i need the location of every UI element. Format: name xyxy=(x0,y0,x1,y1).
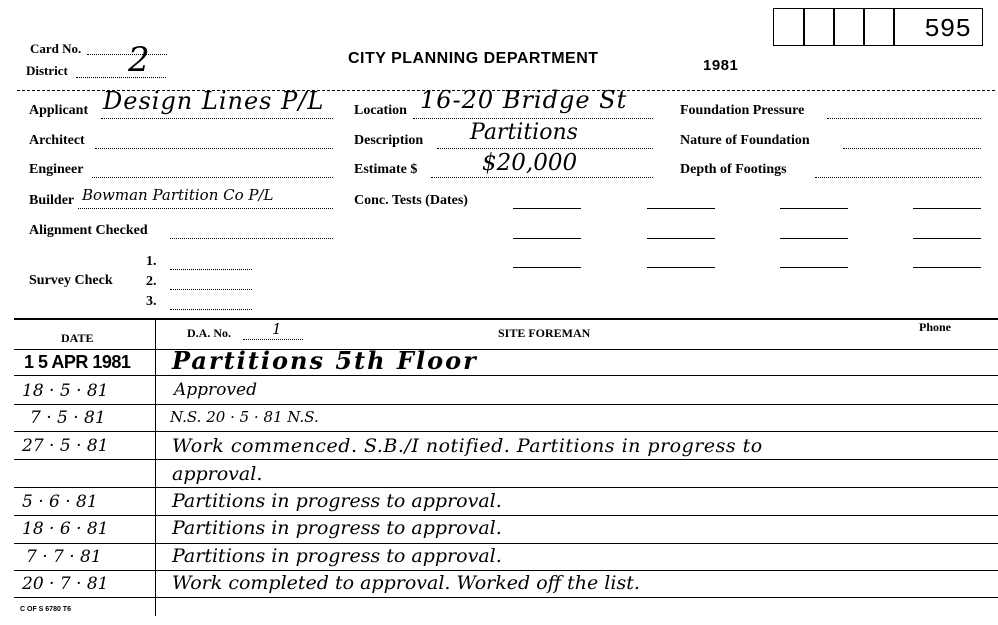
card-number-box-4 xyxy=(863,8,895,46)
engineer-line xyxy=(92,177,333,178)
foundation-pressure-label: Foundation Pressure xyxy=(680,103,805,118)
district-value: 2 xyxy=(128,40,150,80)
conc-test-line xyxy=(780,238,848,239)
log-date: 7 · 7 · 81 xyxy=(26,547,102,567)
conc-tests-label: Conc. Tests (Dates) xyxy=(354,193,468,208)
log-entry: Partitions in progress to approval. xyxy=(172,545,502,567)
log-row-line xyxy=(14,375,998,376)
conc-test-line xyxy=(647,238,715,239)
log-entry: Partitions in progress to approval. xyxy=(172,490,502,512)
location-label: Location xyxy=(354,103,407,118)
log-date: 1 5 APR 1981 xyxy=(24,352,131,372)
log-entry: Partitions 5th Floor xyxy=(172,346,478,375)
location-line xyxy=(413,118,653,119)
conc-test-line xyxy=(780,267,848,268)
builder-label: Builder xyxy=(29,193,75,208)
date-header: DATE xyxy=(61,331,94,345)
builder-line xyxy=(78,208,333,209)
description-line xyxy=(437,148,653,149)
log-date: 18 · 5 · 81 xyxy=(22,381,109,401)
architect-line xyxy=(95,148,333,149)
log-entry: N.S. 20 · 5 · 81 N.S. xyxy=(170,408,319,426)
log-entry: Partitions in progress to approval. xyxy=(172,517,502,539)
description-label: Description xyxy=(354,133,424,148)
log-row-line xyxy=(14,597,998,598)
log-date: 18 · 6 · 81 xyxy=(22,519,109,539)
architect-label: Architect xyxy=(29,133,85,148)
survey-3-line xyxy=(170,309,252,310)
location-value: 16-20 Bridge St xyxy=(420,86,628,114)
log-date: 5 · 6 · 81 xyxy=(22,492,98,512)
estimate-value: $20,000 xyxy=(482,150,578,176)
log-entry: Work completed to approval. Worked off the list. xyxy=(172,572,640,594)
nature-foundation-line xyxy=(843,148,981,149)
conc-test-line xyxy=(647,267,715,268)
log-date: 27 · 5 · 81 xyxy=(22,436,109,456)
district-line xyxy=(76,77,166,78)
log-entry: Approved xyxy=(174,380,257,400)
log-entry: Work commenced. S.B./I notified. Partitions in progress to xyxy=(172,435,763,457)
description-value: Partitions xyxy=(470,120,578,145)
district-label: District xyxy=(26,63,68,78)
da-no-label: D.A. No. xyxy=(187,326,231,340)
log-row-line xyxy=(14,431,998,432)
survey-1-line xyxy=(170,269,252,270)
card-number: 595 xyxy=(924,14,971,44)
survey-1-label: 1. xyxy=(146,254,157,269)
log-row-line xyxy=(14,487,998,488)
conc-test-line xyxy=(913,267,981,268)
survey-2-line xyxy=(170,289,252,290)
builder-value: Bowman Partition Co P/L xyxy=(82,186,274,204)
log-top-border xyxy=(14,318,998,320)
applicant-line xyxy=(101,118,333,119)
da-no-value: 1 xyxy=(272,320,282,338)
conc-test-line xyxy=(913,208,981,209)
log-row-line xyxy=(14,515,998,516)
log-row-line xyxy=(14,543,998,544)
site-foreman-label: SITE FOREMAN xyxy=(498,326,591,340)
conc-test-line xyxy=(513,238,581,239)
page-title: CITY PLANNING DEPARTMENT xyxy=(348,50,599,67)
card-no-line xyxy=(87,54,167,55)
card-number-box-3 xyxy=(833,8,865,46)
survey-label: Survey Check xyxy=(29,273,113,288)
conc-test-line xyxy=(513,208,581,209)
foundation-pressure-line xyxy=(827,118,981,119)
depth-footings-line xyxy=(815,177,981,178)
log-entry: approval. xyxy=(172,463,263,485)
estimate-line xyxy=(431,177,653,178)
depth-footings-label: Depth of Footings xyxy=(680,162,787,177)
estimate-label: Estimate $ xyxy=(354,162,418,177)
card-no-label: Card No. xyxy=(30,41,82,56)
log-row-line xyxy=(14,349,998,350)
phone-label: Phone xyxy=(919,320,952,334)
conc-test-line xyxy=(647,208,715,209)
log-date: 20 · 7 · 81 xyxy=(22,574,109,594)
applicant-label: Applicant xyxy=(29,103,89,118)
log-date: 7 · 5 · 81 xyxy=(30,408,106,428)
log-row-line xyxy=(14,570,998,571)
applicant-value: Design Lines P/L xyxy=(103,87,325,115)
conc-test-line xyxy=(913,238,981,239)
survey-3-label: 3. xyxy=(146,294,157,309)
engineer-label: Engineer xyxy=(29,162,84,177)
card-number-box-2 xyxy=(803,8,835,46)
da-no-line xyxy=(243,339,303,340)
alignment-label: Alignment Checked xyxy=(29,223,148,238)
log-row-line xyxy=(14,404,998,405)
alignment-line xyxy=(170,238,333,239)
card-number-box-1 xyxy=(773,8,805,46)
survey-2-label: 2. xyxy=(146,274,157,289)
conc-test-line xyxy=(513,267,581,268)
log-date-divider xyxy=(155,318,156,616)
form-print-code: C OF S 6780 T6 xyxy=(20,606,71,613)
nature-foundation-label: Nature of Foundation xyxy=(680,133,810,148)
log-row-line xyxy=(14,459,998,460)
conc-test-line xyxy=(780,208,848,209)
year: 1981 xyxy=(703,57,739,74)
